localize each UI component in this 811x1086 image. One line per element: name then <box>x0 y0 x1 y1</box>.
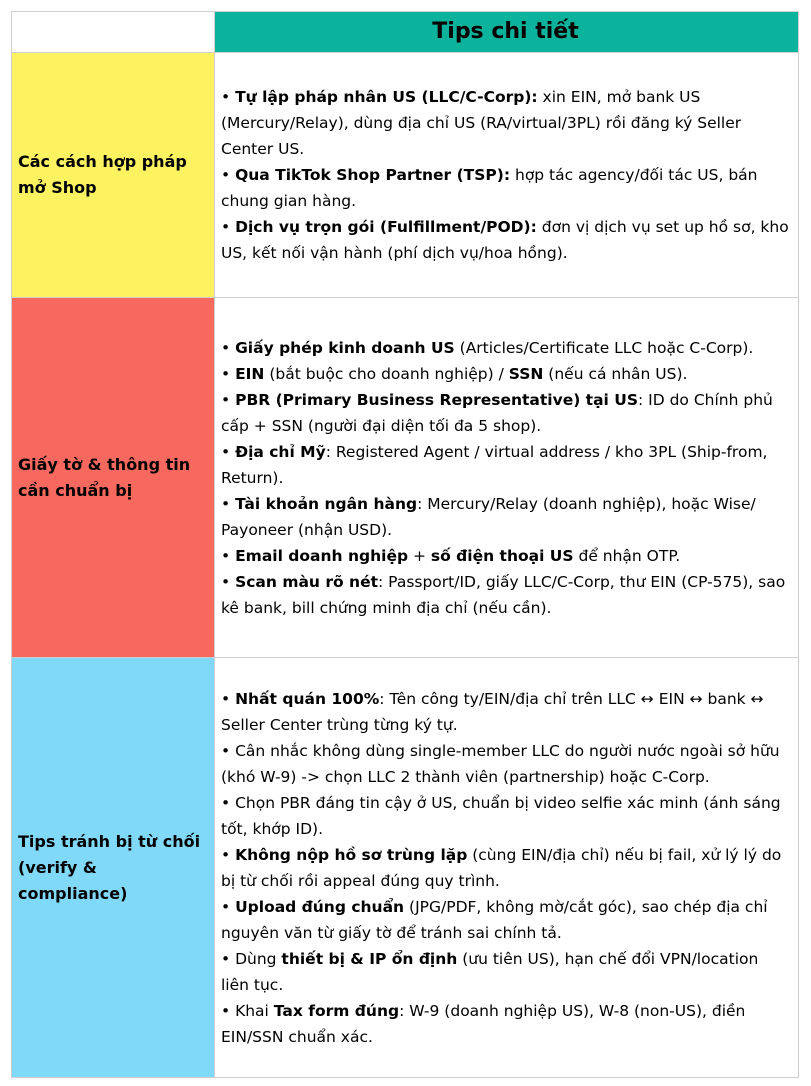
bullet-item <box>221 439 790 491</box>
row-label: Các cách hợp pháp mở Shop <box>11 53 215 297</box>
bullet-text: • <box>221 442 236 461</box>
row-content <box>215 298 799 657</box>
bullet-text: : W-9 (doanh nghiệp US), W-8 (non-US), điền EIN/SSN chuẩn xác. <box>221 1001 746 1046</box>
bullet-text: • <box>221 845 236 864</box>
bullet-item <box>221 361 790 387</box>
bullet-item <box>221 738 790 790</box>
bullet-item <box>221 998 790 1050</box>
bullet-text: (bắt buộc cho doanh nghiệp) / <box>264 364 509 383</box>
bullet-text: • <box>221 390 236 409</box>
bullet-text: • <box>221 546 236 565</box>
bullet-bold-text: Nhất quán 100% <box>235 689 380 708</box>
bullet-text: • <box>221 572 236 591</box>
bullet-item <box>221 491 790 543</box>
bullet-item <box>221 214 790 266</box>
bullet-bold-text: Không nộp hồ sơ trùng lặp <box>235 845 468 864</box>
bullet-text: • <box>221 897 236 916</box>
bullet-text: • <box>221 364 236 383</box>
bullet-text: • <box>221 166 236 184</box>
bullet-text: • Dùng <box>221 949 282 968</box>
bullet-text: hợp tác agency/đối tác US, bán chung gian hàng. <box>221 166 758 210</box>
bullet-bold-text: Scan màu rõ nét <box>235 572 379 591</box>
bullet-text: • <box>221 494 236 513</box>
header-row <box>11 11 799 53</box>
bullet-text: • Khai <box>221 1001 274 1020</box>
bullet-text: (Articles/Certificate LLC hoặc C-Corp). <box>454 338 754 357</box>
bullet-text: • <box>221 88 236 106</box>
row-content <box>215 658 799 1077</box>
row-label: Giấy tờ & thông tin cần chuẩn bị <box>11 298 215 657</box>
bullet-text: (nếu cá nhân US). <box>543 364 688 383</box>
bullet-item <box>221 84 790 162</box>
tips-table <box>11 11 799 1078</box>
bullet-text: : Passport/ID, giấy LLC/C-Corp, thư EIN (CP-575), sao kê bank, bill chứng minh địa chỉ (nếu cần). <box>221 572 786 617</box>
bullet-text: (cùng EIN/địa chỉ) nếu bị fail, xử lý lý do bị từ chối rồi appeal đúng quy trình. <box>221 845 782 890</box>
bullet-text: + <box>408 546 431 565</box>
bullet-bold-text: Qua TikTok Shop Partner (TSP): <box>235 166 511 184</box>
bullet-text: đơn vị dịch vụ set up hồ sơ, kho US, kết nối vận hành (phí dịch vụ/hoa hồng). <box>221 218 789 262</box>
bullet-bold-text: số điện thoại US <box>430 546 574 565</box>
bullet-text: (JPG/PDF, không mờ/cắt góc), sao chép địa chỉ nguyên văn từ giấy tờ để tránh sai chính tả. <box>221 897 768 942</box>
bullet-text: • Cân nhắc không dùng single-member LLC do người nước ngoài sở hữu (khó W-9) -> chọn LLC 2 thành viên (partnership) hoặc C-Corp. <box>221 741 780 786</box>
bullet-text: : Mercury/Relay (doanh nghiệp), hoặc Wise/ Payoneer (nhận USD). <box>221 494 756 539</box>
bullet-item <box>221 335 790 361</box>
bullet-bold-text: SSN <box>508 364 544 383</box>
table-row <box>11 658 799 1078</box>
bullet-text: • <box>221 338 236 357</box>
bullet-bold-text: EIN <box>235 364 265 383</box>
bullet-text: (ưu tiên US), hạn chế đổi VPN/location liên tục. <box>221 949 759 994</box>
bullet-bold-text: PBR (Primary Business Representative) tại US <box>235 390 639 409</box>
bullet-item <box>221 543 790 569</box>
bullet-bold-text: Dịch vụ trọn gói (Fulfillment/POD): <box>235 218 537 236</box>
bullet-item <box>221 894 790 946</box>
bullet-bold-text: Tài khoản ngân hàng <box>235 494 418 513</box>
bullet-item <box>221 842 790 894</box>
bullet-item <box>221 686 790 738</box>
bullet-bold-text: thiết bị & IP ổn định <box>281 949 458 968</box>
bullet-bold-text: Email doanh nghiệp <box>235 546 409 565</box>
table-row <box>11 53 799 298</box>
bullet-text: • <box>221 689 236 708</box>
bullet-text: xin EIN, mở bank US (Mercury/Relay), dùng địa chỉ US (RA/virtual/3PL) rồi đăng ký Seller Center US. <box>221 88 742 158</box>
bullet-bold-text: Tax form đúng <box>273 1001 400 1020</box>
bullet-item <box>221 946 790 998</box>
bullet-item <box>221 387 790 439</box>
bullet-bold-text: Tự lập pháp nhân US (LLC/C-Corp): <box>235 88 538 106</box>
bullet-bold-text: Địa chỉ Mỹ <box>235 442 326 461</box>
bullet-text: : Tên công ty/EIN/địa chỉ trên LLC ↔ EIN ↔ bank ↔ Seller Center trùng từng ký tự. <box>221 689 764 734</box>
header-title: Tips chi tiết <box>215 12 799 52</box>
bullet-bold-text: Giấy phép kinh doanh US <box>235 338 455 357</box>
bullet-bold-text: Upload đúng chuẩn <box>235 897 405 916</box>
row-content <box>215 53 799 297</box>
bullet-text: • Chọn PBR đáng tin cậy ở US, chuẩn bị video selfie xác minh (ánh sáng tốt, khớp ID). <box>221 793 781 838</box>
row-label: Tips tránh bị từ chối (verify & compliance) <box>11 658 215 1077</box>
header-left-cell <box>11 12 215 52</box>
bullet-item <box>221 162 790 214</box>
table-row <box>11 298 799 658</box>
bullet-text: : ID do Chính phủ cấp + SSN (người đại diện tối đa 5 shop). <box>221 390 773 435</box>
bullet-text: • <box>221 218 236 236</box>
bullet-text: : Registered Agent / virtual address / kho 3PL (Ship-from, Return). <box>221 442 768 487</box>
bullet-item <box>221 569 790 621</box>
bullet-text: để nhận OTP. <box>573 546 681 565</box>
bullet-item <box>221 790 790 842</box>
